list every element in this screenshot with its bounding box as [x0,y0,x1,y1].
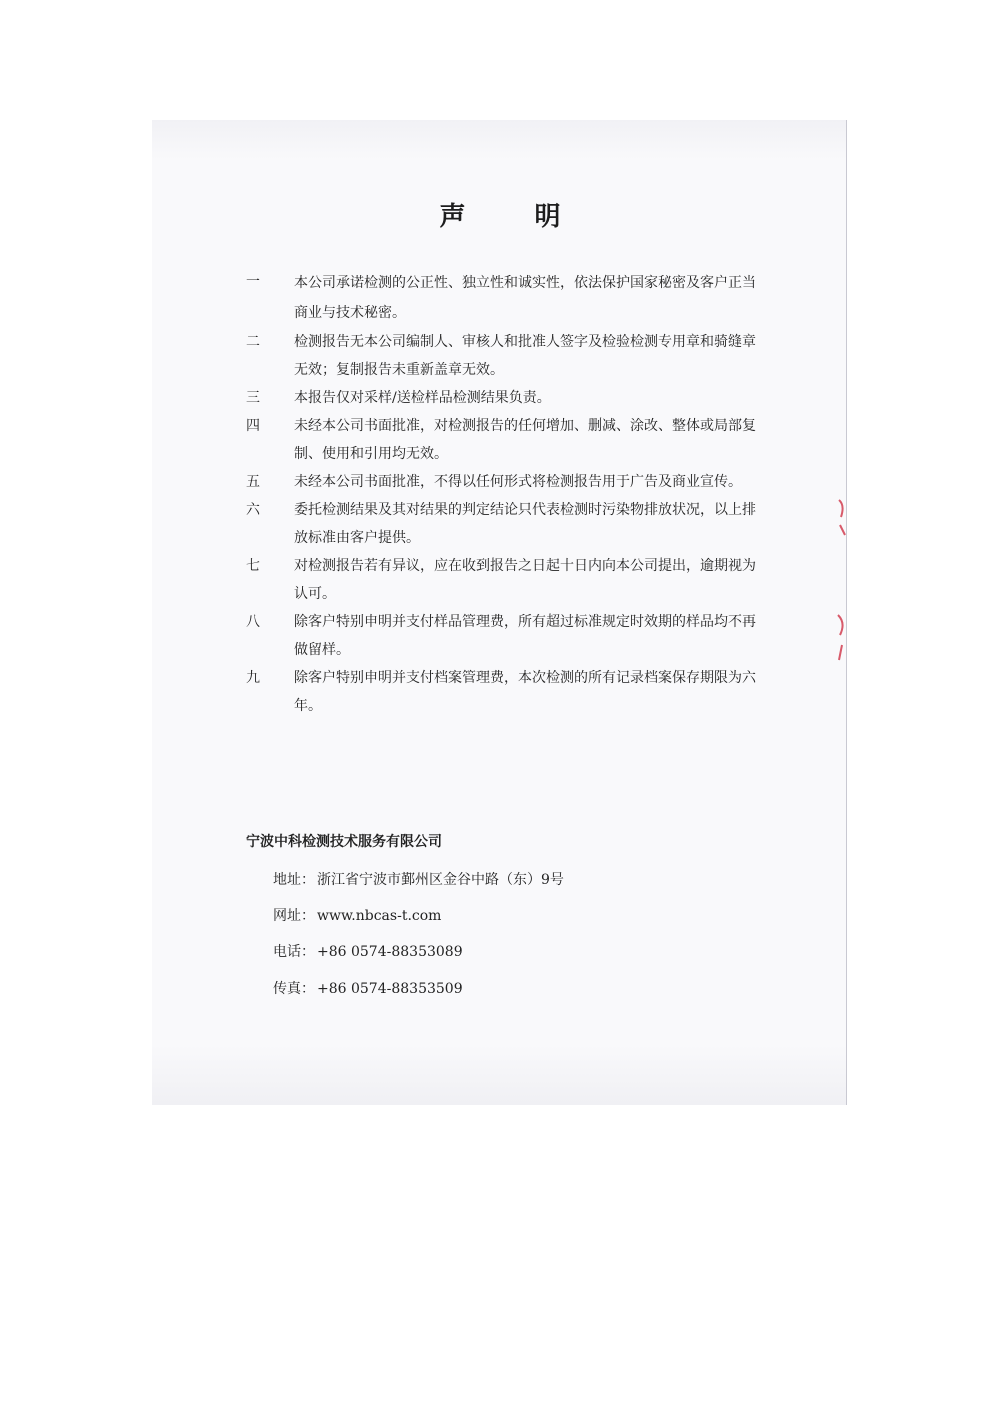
website-label: 网址： [273,908,315,924]
clause-number: 四 [246,418,260,434]
page-title: 声 明 [439,202,591,232]
clause-item [246,552,758,608]
clause-number: 五 [246,474,260,490]
clause-number: 七 [246,558,260,574]
clause-item [246,412,758,468]
clause-item [246,468,758,496]
clause-item [246,384,758,412]
clause-item [246,496,758,552]
clause-item [246,328,758,384]
clause-number: 九 [246,670,260,686]
clause-text: 对检测报告若有异议，应在收到报告之日起十日内向本公司提出，逾期视为认可。 [294,558,756,602]
address-value: 浙江省宁波市鄞州区金谷中路（东）9号 [317,872,564,888]
website-value: www.nbcas-t.com [317,908,442,924]
clause-text: 除客户特别申明并支付档案管理费，本次检测的所有记录档案保存期限为六年。 [294,670,756,714]
clause-number: 一 [246,274,260,290]
fax-label: 传真： [273,981,315,997]
clause-text: 除客户特别申明并支付样品管理费，所有超过标准规定时效期的样品均不再做留样。 [294,614,756,658]
address-label: 地址： [273,872,315,888]
clause-number: 六 [246,502,260,518]
clause-text: 检测报告无本公司编制人、审核人和批准人签字及检验检测专用章和骑缝章无效；复制报告未重新盖章无效。 [294,334,756,378]
declaration-list [246,268,758,720]
clause-number: 八 [246,614,260,630]
phone-value: +86 0574-88353089 [317,944,463,960]
clause-item [246,608,758,664]
clause-item [246,268,758,328]
fax-value: +86 0574-88353509 [317,981,463,997]
clause-text: 本报告仅对采样/送检样品检测结果负责。 [294,390,551,406]
phone-label: 电话： [273,944,315,960]
phone-line [273,942,463,962]
clause-text: 本公司承诺检测的公正性、独立性和诚实性，依法保护国家秘密及客户正当商业与技术秘密。 [294,275,756,321]
clause-text: 未经本公司书面批准，不得以任何形式将检测报告用于广告及商业宣传。 [294,474,742,490]
clause-number: 三 [246,390,260,406]
clause-text: 委托检测结果及其对结果的判定结论只代表检测时污染物排放状况，以上排放标准由客户提供。 [294,502,756,546]
fax-line [273,979,463,999]
clause-number: 二 [246,334,260,350]
website-line [273,906,441,926]
clause-item [246,664,758,720]
clause-text: 未经本公司书面批准，对检测报告的任何增加、删减、涂改、整体或局部复制、使用和引用均无效。 [294,418,756,462]
company-name: 宁波中科检测技术服务有限公司 [246,834,442,850]
address-line [273,870,564,890]
